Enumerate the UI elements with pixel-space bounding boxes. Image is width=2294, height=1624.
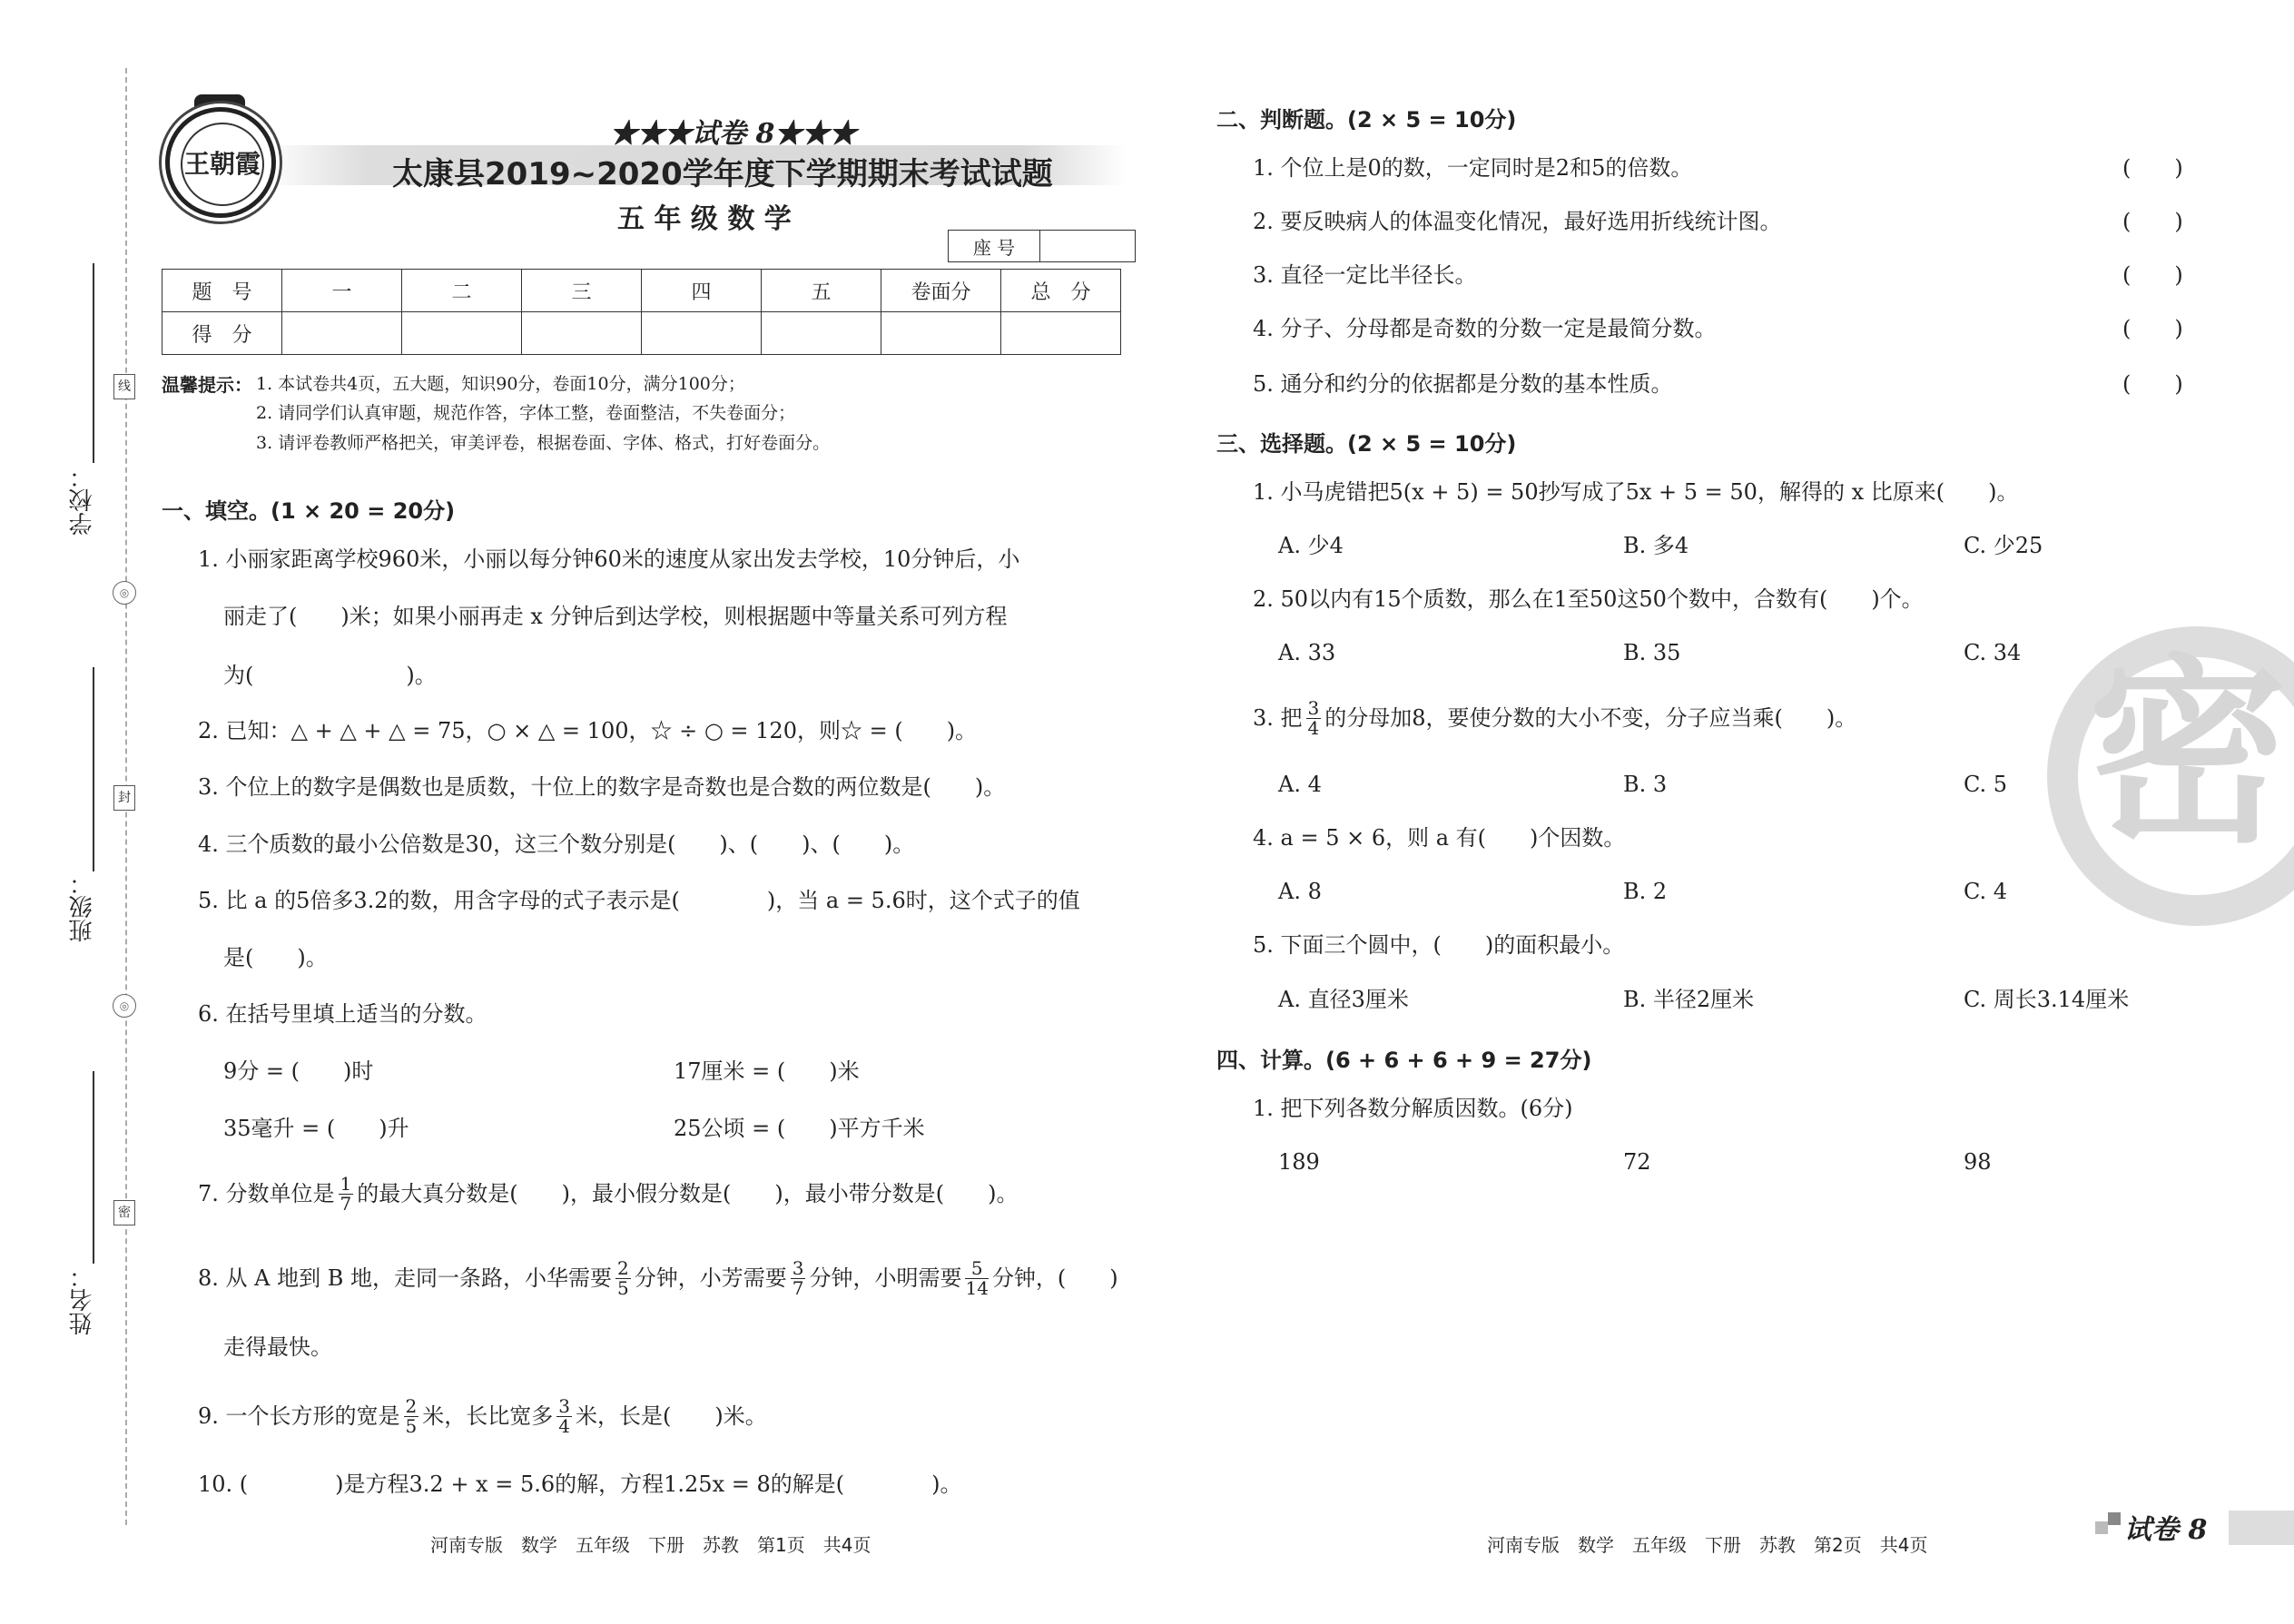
corner-bar <box>2229 1511 2294 1545</box>
margin-circle-mark: ◎ <box>113 994 136 1018</box>
q8-line2: 走得最快。 <box>223 1334 332 1360</box>
calc-number-3: 98 <box>1964 1149 1992 1175</box>
tip-item: 1. 本试卷共4页，五大题，知识90分，卷面10分，满分100分； <box>256 374 745 394</box>
choice-q3-suffix: 的分母加8，要使分数的大小不变，分子应当乘( )。 <box>1324 705 1857 731</box>
score-header-cell: 三 <box>522 270 642 312</box>
seat-label: 座 号 <box>949 231 1040 262</box>
q7-prefix: 7. 分数单位是 <box>198 1181 335 1206</box>
q3: 3. 个位上的数字是偶数也是质数，十位上的数字是奇数也是合数的两位数是( )。 <box>198 774 1006 800</box>
brand-logo-text: 王朝霞 <box>181 123 264 206</box>
choice-q4-option-c: C. 4 <box>1964 879 2008 904</box>
choice-q2-option-a: A. 33 <box>1278 640 1336 665</box>
school-label: 学校： <box>69 465 96 536</box>
paper-number: ★★★试卷 8★★★ <box>610 118 857 150</box>
fraction-denominator: 5 <box>405 1414 418 1437</box>
score-header-cell: 四 <box>642 270 762 312</box>
school-line <box>93 263 94 463</box>
score-cell[interactable] <box>762 312 881 355</box>
judge-answer-blank[interactable]: ( ) <box>2122 209 2183 234</box>
choice-q2: 2. 50以内有15个质数，那么在1至50这50个数中，合数有( )个。 <box>1253 586 1924 612</box>
score-value-row <box>162 312 1121 355</box>
secret-stamp-char: 密 <box>2088 637 2289 870</box>
q7-suffix: 的最大真分数是( )，最小假分数是( )，最小带分数是( )。 <box>357 1181 1019 1206</box>
q6: 6. 在括号里填上适当的分数。 <box>198 1001 487 1027</box>
footer-right: 河南专版 数学 五年级 下册 苏教 第2页 共4页 <box>1487 1534 1928 1556</box>
q9 <box>198 1391 767 1442</box>
exam-title: 太康县2019~2020学年度下学期期末考试试题 <box>392 156 1053 192</box>
fraction-denominator: 7 <box>340 1192 352 1215</box>
section-4-title: 四、计算。(6 + 6 + 6 + 9 = 27分) <box>1216 1048 1592 1073</box>
class-label: 班级： <box>69 871 96 942</box>
section-2-title: 二、判断题。(2 × 5 = 10分) <box>1216 107 1517 133</box>
score-header-cell: 总 分 <box>1001 270 1121 312</box>
margin-mark-line: 线 <box>113 374 135 399</box>
score-cell[interactable] <box>881 312 1001 355</box>
fraction-numerator: 1 <box>340 1172 352 1195</box>
q1-line2: 丽走了( )米；如果小丽再走 x 分钟后到达学校，则根据题中等量关系可列方程 <box>223 604 1008 629</box>
fraction-three-sevenths <box>791 1256 806 1299</box>
margin-circle-mark: ◎ <box>113 581 136 605</box>
score-cell[interactable] <box>402 312 522 355</box>
exam-subject: 五 年 级 数 学 <box>617 203 792 235</box>
q4: 4. 三个质数的最小公倍数是30，这三个数分别是( )、( )、( )。 <box>198 832 915 857</box>
seat-input[interactable] <box>1040 231 1136 262</box>
q8-mid2: 分钟，小明需要 <box>809 1265 962 1291</box>
brand-logo <box>165 107 276 218</box>
fraction-five-fourteenths <box>965 1256 989 1299</box>
q8-prefix: 8. 从 A 地到 B 地，走同一条路，小华需要 <box>198 1265 613 1291</box>
calc-q1: 1. 把下列各数分解质因数。(6分) <box>1253 1096 1573 1121</box>
fraction-numerator: 3 <box>1307 696 1320 719</box>
score-header-cell: 一 <box>282 270 402 312</box>
score-cell[interactable] <box>522 312 642 355</box>
choice-q3 <box>1253 693 1856 743</box>
choice-q3-prefix: 3. 把 <box>1253 705 1303 731</box>
choice-q1-option-b: B. 多4 <box>1623 533 1689 558</box>
fraction-numerator: 3 <box>792 1256 804 1279</box>
judge-item-1: 1. 个位上是0的数，一定同时是2和5的倍数。 <box>1253 155 1693 181</box>
score-header-cell: 五 <box>762 270 881 312</box>
q7 <box>198 1171 1018 1216</box>
fraction-one-seventh <box>339 1172 354 1215</box>
judge-item-4: 4. 分子、分母都是奇数的分数一定是最简分数。 <box>1253 316 1717 341</box>
choice-q2-option-b: B. 35 <box>1623 640 1681 665</box>
fraction-denominator: 4 <box>558 1414 570 1437</box>
choice-q5-option-c: C. 周长3.14厘米 <box>1964 987 2130 1012</box>
judge-answer-blank[interactable]: ( ) <box>2122 371 2183 397</box>
choice-q3-option-a: A. 4 <box>1278 772 1322 797</box>
tip-item: 2. 请同学们认真审题，规范作答，字体工整，卷面整洁，不失卷面分； <box>256 403 796 423</box>
section-1-title: 一、填空。(1 × 20 = 20分) <box>162 498 456 524</box>
section-3-title: 三、选择题。(2 × 5 = 10分) <box>1216 431 1517 457</box>
score-header-cell: 卷面分 <box>881 270 1001 312</box>
fraction-denominator: 7 <box>792 1276 804 1299</box>
q9-suffix: 米，长是( )米。 <box>576 1403 767 1429</box>
score-row-label: 得 分 <box>162 312 282 355</box>
choice-q4-option-b: B. 2 <box>1623 879 1668 904</box>
calc-number-1: 189 <box>1278 1149 1320 1175</box>
tips-label: 温馨提示： <box>162 374 252 396</box>
score-header-cell: 二 <box>402 270 522 312</box>
fraction-numerator: 5 <box>965 1259 988 1279</box>
q1-line1: 1. 小丽家距离学校960米，小丽以每分钟60米的速度从家出发去学校，10分钟后，小 <box>198 546 1020 572</box>
fraction-numerator: 2 <box>617 1256 629 1279</box>
q1-line3: 为( )。 <box>223 663 437 688</box>
score-cell[interactable] <box>1001 312 1121 355</box>
corner-square-icon <box>2095 1521 2108 1534</box>
margin-mark-secret: 密 <box>113 1200 135 1225</box>
seat-number-box <box>948 230 1136 262</box>
q6-item-2: 17厘米 = ( )米 <box>674 1058 860 1084</box>
margin-mark-seal: 封 <box>113 785 135 811</box>
choice-q3-option-b: B. 3 <box>1623 772 1668 797</box>
fraction-denominator: 14 <box>965 1276 989 1299</box>
score-cell[interactable] <box>282 312 402 355</box>
fraction-two-fifths <box>404 1394 419 1437</box>
choice-q1-option-a: A. 少4 <box>1278 533 1344 558</box>
q2: 2. 已知：△ + △ + △ = 75，○ × △ = 100，☆ ÷ ○ = 120，则☆ = ( )。 <box>198 718 978 743</box>
score-cell[interactable] <box>642 312 762 355</box>
q6-item-4: 25公顷 = ( )平方千米 <box>674 1116 925 1141</box>
choice-q5-option-b: B. 半径2厘米 <box>1623 987 1755 1012</box>
q5-line2: 是( )。 <box>223 945 328 970</box>
q8-line1 <box>198 1253 1118 1304</box>
q9-mid: 米，长比宽多 <box>422 1403 554 1429</box>
choice-q3-option-c: C. 5 <box>1964 772 2008 797</box>
calc-number-2: 72 <box>1623 1149 1651 1175</box>
q9-prefix: 9. 一个长方形的宽是 <box>198 1403 400 1429</box>
fraction-denominator: 4 <box>1307 716 1320 739</box>
q6-item-1: 9分 = ( )时 <box>223 1058 374 1084</box>
corner-square-icon <box>2108 1512 2121 1525</box>
fraction-numerator: 3 <box>558 1394 570 1417</box>
choice-q1: 1. 小马虎错把5(x + 5) = 50抄写成了5x + 5 = 50，解得的 x 比原来( )。 <box>1253 479 2019 505</box>
tip-item: 3. 请评卷教师严格把关，审美评卷，根据卷面、字体、格式，打好卷面分。 <box>256 433 831 453</box>
choice-q4: 4. a = 5 × 6，则 a 有( )个因数。 <box>1253 825 1626 851</box>
name-label: 姓名： <box>69 1265 96 1335</box>
q5-line1: 5. 比 a 的5倍多3.2的数，用含字母的式子表示是( )，当 a = 5.6时，这个式子的值 <box>198 888 1080 913</box>
score-table <box>162 269 1121 355</box>
q8-mid1: 分钟，小芳需要 <box>634 1265 787 1291</box>
score-header-cell: 题 号 <box>162 270 282 312</box>
judge-item-2: 2. 要反映病人的体温变化情况，最好选用折线统计图。 <box>1253 209 1782 234</box>
judge-answer-blank[interactable]: ( ) <box>2122 316 2183 341</box>
class-line <box>93 667 94 871</box>
fraction-denominator: 5 <box>617 1276 629 1299</box>
choice-q5: 5. 下面三个圆中，( )的面积最小。 <box>1253 932 1625 958</box>
choice-q5-option-a: A. 直径3厘米 <box>1278 987 1409 1012</box>
judge-item-5: 5. 通分和约分的依据都是分数的基本性质。 <box>1253 371 1673 397</box>
footer-left: 河南专版 数学 五年级 下册 苏教 第1页 共4页 <box>430 1534 871 1556</box>
q8-suffix: 分钟，( ) <box>991 1265 1118 1291</box>
q6-item-3: 35毫升 = ( )升 <box>223 1116 409 1141</box>
fraction-three-quarters <box>556 1394 572 1437</box>
name-line <box>93 1071 94 1264</box>
q10: 10. ( )是方程3.2 + x = 5.6的解，方程1.25x = 8的解是( )。 <box>198 1471 962 1497</box>
choice-q4-option-a: A. 8 <box>1278 879 1322 904</box>
fraction-numerator: 2 <box>405 1394 418 1417</box>
fraction-three-quarters <box>1306 696 1322 739</box>
corner-paper-number: 试卷 8 <box>2124 1514 2208 1546</box>
score-header-row <box>162 270 1121 312</box>
judge-item-3: 3. 直径一定比半径长。 <box>1253 262 1477 288</box>
judge-answer-blank[interactable]: ( ) <box>2122 262 2183 288</box>
judge-answer-blank[interactable]: ( ) <box>2122 155 2183 181</box>
fraction-two-fifths <box>615 1256 631 1299</box>
choice-q1-option-c: C. 少25 <box>1964 533 2043 558</box>
choice-q2-option-c: C. 34 <box>1964 640 2022 665</box>
